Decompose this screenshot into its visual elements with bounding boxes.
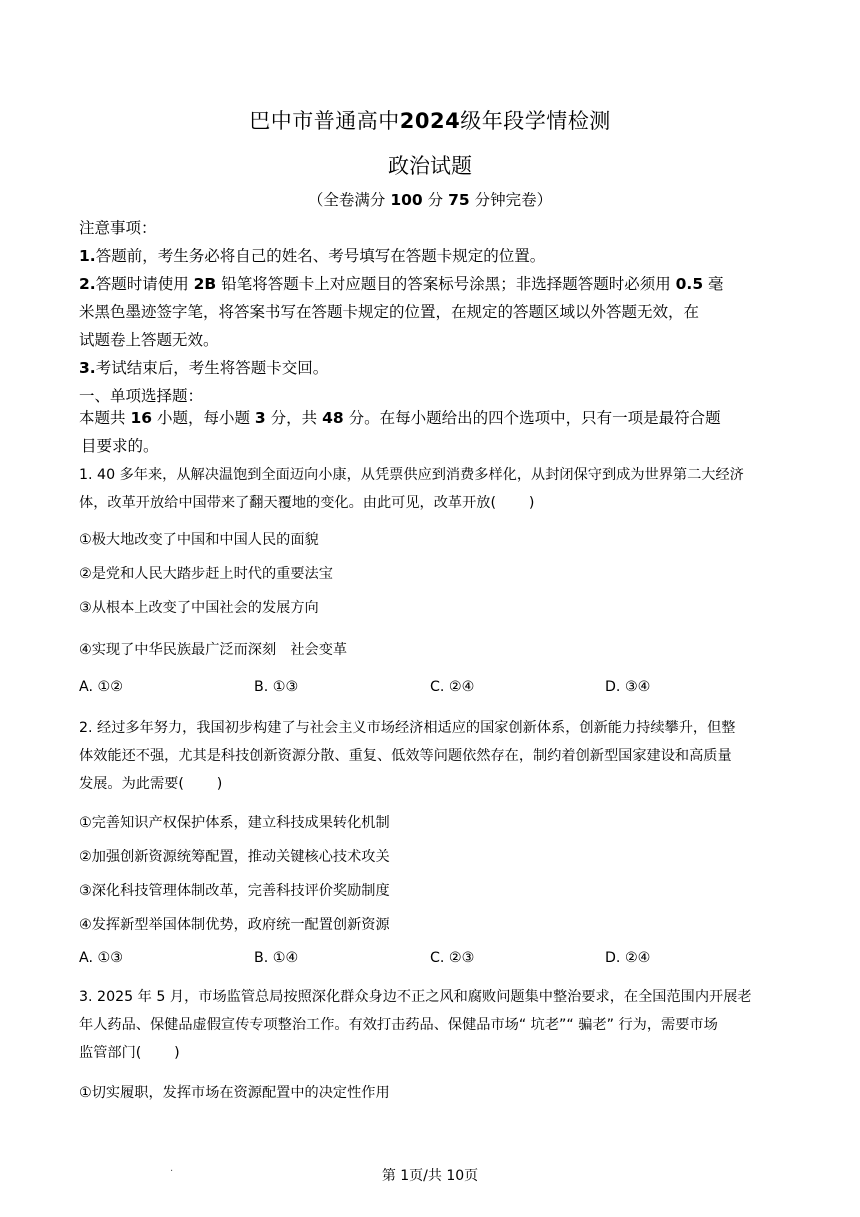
section-intro-line-1 bbox=[79, 404, 784, 432]
question-3-line-1: 3. 2025 年 5 月，市场监管总局按照深化群众身边不正之风和腐败问题集中整治要求，在全国范围内开展老 bbox=[79, 989, 752, 1005]
note-text-b: 分 bbox=[427, 191, 444, 209]
intro-text-a: 本题共 bbox=[79, 409, 126, 427]
notice-1-text: 答题前，考生务必将自己的姓名、考号填写在答题卡规定的位置。 bbox=[95, 247, 546, 265]
notice-3 bbox=[79, 354, 784, 382]
question-2-line-2: 体效能还不强，尤其是科技创新资源分散、重复、低效等问题依然存在，制约着创新型国家建设和高质量 bbox=[79, 748, 732, 764]
subject-title: 政治试题 bbox=[388, 154, 472, 178]
intro-text-b: 小题，每小题 bbox=[156, 409, 250, 427]
intro-each: 3 bbox=[254, 409, 266, 427]
question-1-line-1: 1. 40 多年来，从解决温饱到全面迈向小康，从凭票供应到消费多样化，从封闭保守到成为世界第二大经济 bbox=[79, 467, 744, 483]
question-2-choice-a[interactable]: A. ①③ bbox=[79, 950, 123, 966]
question-3-option-1: ①切实履职，发挥市场在资源配置中的决定性作用 bbox=[79, 1085, 390, 1101]
notice-2-number: 2. bbox=[79, 275, 96, 293]
notice-1 bbox=[79, 242, 784, 270]
title-text-b: 级年段学情检测 bbox=[460, 109, 611, 133]
notice-2-line-2: 米黑色墨迹签字笔，将答案书写在答题卡规定的位置，在规定的答题区域以外答题无效，在 bbox=[79, 303, 700, 321]
question-1-option-2: ②是党和人民大踏步赶上时代的重要法宝 bbox=[79, 566, 333, 582]
question-1-line-2: 体，改革开放给中国带来了翻天覆地的变化。由此可见，改革开放( ) bbox=[79, 495, 535, 511]
question-1-choice-d[interactable]: D. ③④ bbox=[605, 679, 651, 695]
question-3-line-3: 监管部门( ) bbox=[79, 1045, 180, 1061]
question-2-line-3: 发展。为此需要( ) bbox=[79, 776, 223, 792]
page-title bbox=[0, 106, 860, 136]
notice-2-pencil: 2B bbox=[193, 275, 217, 293]
question-2-option-2: ②加强创新资源统筹配置，推动关键核心技术攻关 bbox=[79, 849, 390, 865]
footer-dot: . bbox=[170, 1163, 174, 1174]
notice-1-number: 1. bbox=[79, 247, 96, 265]
question-3-stem bbox=[79, 983, 784, 1067]
notice-2-text-e: 毫 bbox=[708, 275, 724, 293]
notice-2-mm: 0.5 bbox=[675, 275, 704, 293]
notice-3-number: 3. bbox=[79, 359, 96, 377]
question-1-choice-c[interactable]: C. ②④ bbox=[430, 679, 475, 695]
question-2-choice-b[interactable]: B. ①④ bbox=[254, 950, 299, 966]
question-2-option-1: ①完善知识产权保护体系，建立科技成果转化机制 bbox=[79, 815, 390, 831]
title-text-a: 巴中市普通高中 bbox=[249, 109, 400, 133]
notices-heading: 注意事项： bbox=[79, 219, 157, 237]
section-intro bbox=[79, 404, 784, 460]
note-minutes: 75 bbox=[448, 191, 470, 209]
section-heading: 一、单项选择题： bbox=[79, 387, 204, 405]
question-1-choice-a[interactable]: A. ①② bbox=[79, 679, 123, 695]
question-2-stem bbox=[79, 714, 784, 798]
notice-2 bbox=[79, 270, 784, 298]
question-1-choice-b[interactable]: B. ①③ bbox=[254, 679, 299, 695]
title-year: 2024 bbox=[399, 109, 461, 133]
intro-text-d: 分。在每小题给出的四个选项中，只有一项是最符合题 bbox=[348, 409, 721, 427]
question-3-line-2: 年人药品、保健品虚假宣传专项整治工作。有效打击药品、保健品市场“ 坑老”“ 骗老” 行为，需要市场 bbox=[79, 1017, 718, 1033]
note-text-a: （全卷满分 bbox=[307, 191, 386, 209]
question-2-line-1: 2. 经过多年努力，我国初步构建了与社会主义市场经济相适应的国家创新体系，创新能力持续攀升，但整 bbox=[79, 720, 736, 736]
question-2-option-4: ④发挥新型举国体制优势，政府统一配置创新资源 bbox=[79, 917, 390, 933]
intro-count: 16 bbox=[130, 409, 153, 427]
question-2-choice-c[interactable]: C. ②③ bbox=[430, 950, 475, 966]
question-1-option-1: ①极大地改变了中国和中国人民的面貌 bbox=[79, 532, 319, 548]
notice-2-line-3: 试题卷上答题无效。 bbox=[79, 331, 219, 349]
section-intro-line-2: 目要求的。 bbox=[81, 437, 159, 455]
intro-total: 48 bbox=[322, 409, 344, 427]
notice-2-text-a: 答题时请使用 bbox=[95, 275, 189, 293]
page-number: 第 1页/共 10页 bbox=[381, 1168, 479, 1184]
question-2-choice-d[interactable]: D. ②④ bbox=[605, 950, 651, 966]
question-2-option-3: ③深化科技管理体制改革，完善科技评价奖励制度 bbox=[79, 883, 390, 899]
note-score: 100 bbox=[390, 191, 423, 209]
note-text-c: 分钟完卷） bbox=[474, 191, 553, 209]
intro-text-c: 分，共 bbox=[270, 409, 318, 427]
notice-3-text: 考试结束后，考生将答题卡交回。 bbox=[95, 359, 329, 377]
notices bbox=[79, 214, 784, 410]
notice-2-text-c: 铅笔将答题卡上对应题目的答案标号涂黑；非选择题答题时必须用 bbox=[221, 275, 671, 293]
question-1-stem bbox=[79, 461, 784, 517]
question-1-option-3: ③从根本上改变了中国社会的发展方向 bbox=[79, 600, 319, 616]
exam-score-note bbox=[0, 187, 860, 213]
question-1-option-4: ④实现了中华民族最广泛而深刻 社会变革 bbox=[79, 642, 348, 658]
